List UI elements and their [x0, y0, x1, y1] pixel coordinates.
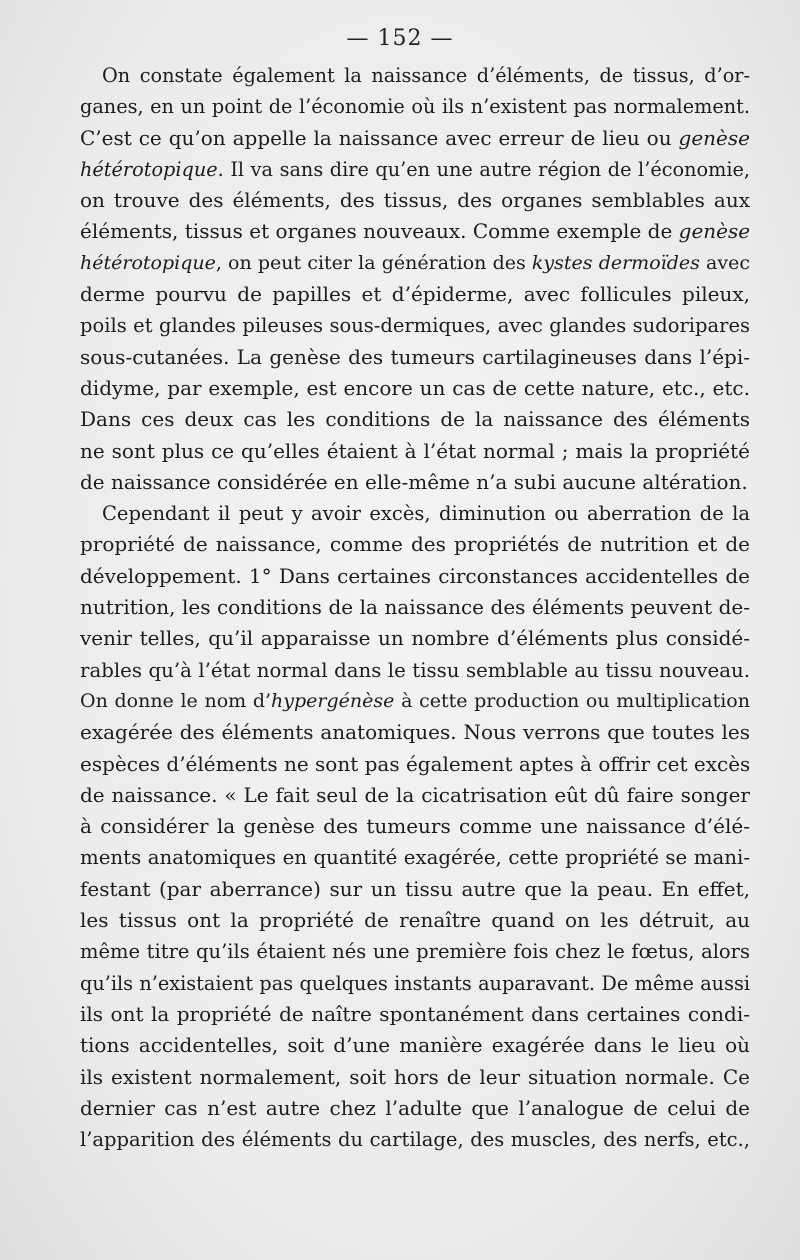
text-line — [80, 811, 750, 842]
text-line — [80, 123, 750, 154]
text-segment: ne sont plus ce qu’elles étaient à l’état normal ; mais la propriété — [80, 438, 750, 463]
text-segment: tions accidentelles, soit d’une manière exagérée dans le lieu où — [80, 1033, 750, 1058]
text-line — [80, 60, 750, 91]
text-segment: de naissance. « Le fait seul de la cicatrisation eût dû faire songer — [80, 782, 750, 807]
italic-term: hétérotopique — [80, 251, 216, 274]
text-line — [80, 1030, 750, 1061]
text-line — [80, 529, 750, 560]
text-line — [80, 342, 750, 373]
text-line — [80, 623, 750, 654]
text-line — [80, 905, 750, 936]
italic-term: genèse — [678, 219, 751, 244]
text-line — [80, 999, 750, 1030]
text-line — [80, 968, 750, 999]
text-segment: développement. 1° Dans certaines circonstances accidentelles de — [80, 563, 750, 588]
text-segment: de naissance considérée en elle-même n’a subi aucune altération. — [80, 469, 748, 494]
text-segment: On donne le nom d’ — [80, 689, 272, 712]
text-segment: On constate également la naissance d’éléments, de tissus, d’or- — [102, 64, 750, 87]
text-line — [80, 436, 750, 467]
text-segment: venir telles, qu’il apparaisse un nombre d’éléments plus considé- — [80, 626, 750, 651]
text-segment: à cette production ou multiplication — [394, 689, 750, 712]
text-segment: ments anatomiques en quantité exagérée, cette propriété se mani- — [80, 846, 750, 870]
italic-term: kystes dermoïdes — [531, 251, 700, 274]
text-segment: nutrition, les conditions de la naissance des éléments peuvent de- — [80, 595, 750, 620]
text-segment: dernier cas n’est autre chez l’adulte que l’analogue de celui de — [80, 1095, 750, 1120]
text-segment: poils et glandes pileuses sous-dermiques, avec glandes sudoripares — [80, 314, 750, 338]
text-line — [80, 373, 750, 404]
text-segment: exagérée des éléments anatomiques. Nous verrons que toutes les — [80, 720, 750, 745]
text-segment: , on peut citer la génération des — [215, 251, 532, 274]
text-line — [80, 717, 750, 748]
text-line — [80, 842, 750, 873]
text-segment: avec — [699, 251, 750, 274]
text-segment: à considérer la genèse des tumeurs comme une naissance d’élé- — [80, 814, 750, 839]
text-segment: Cependant il peut y avoir excès, diminution ou aberration de la — [102, 502, 750, 526]
text-line — [80, 1062, 750, 1093]
text-segment: éléments, tissus et organes nouveaux. Comme exemple de — [80, 219, 679, 244]
text-line — [80, 592, 750, 623]
text-line — [80, 310, 750, 341]
text-line — [80, 498, 750, 529]
text-segment: sous-cutanées. La genèse des tumeurs cartilagineuses dans l’épi- — [80, 344, 750, 369]
text-segment: ils existent normalement, soit hors de leur situation normale. Ce — [80, 1064, 750, 1089]
italic-term: hypergénèse — [271, 689, 395, 712]
text-line — [80, 936, 750, 967]
italic-term: genèse — [678, 125, 750, 150]
text-line — [80, 216, 750, 247]
text-segment: . Il va sans dire qu’en une autre région de l’économie, — [217, 157, 750, 181]
text-line — [80, 686, 750, 717]
text-line — [80, 467, 750, 498]
text-segment: Dans ces deux cas les conditions de la naissance des éléments — [80, 407, 750, 432]
text-line — [80, 561, 750, 592]
text-line — [80, 655, 750, 686]
text-segment: ils ont la propriété de naître spontanément dans certaines condi- — [80, 1001, 750, 1026]
text-segment: on trouve des éléments, des tissus, des organes semblables aux — [80, 188, 750, 213]
text-line — [80, 248, 750, 279]
text-line — [80, 1093, 750, 1124]
text-segment: C’est ce qu’on appelle la naissance avec erreur de lieu ou — [80, 125, 679, 150]
text-line — [80, 874, 750, 905]
text-line — [80, 91, 750, 122]
text-segment: festant (par aberrance) sur un tissu autre que la peau. En effet, — [80, 876, 750, 901]
text-segment: derme pourvu de papilles et d’épiderme, avec follicules pileux, — [80, 282, 750, 307]
page-number: — 152 — — [346, 26, 454, 51]
text-line — [80, 185, 750, 216]
text-segment: rables qu’à l’état normal dans le tissu semblable au tissu nouveau. — [80, 658, 750, 682]
text-segment: même titre qu’ils étaient nés une première fois chez le fœtus, alors — [80, 940, 750, 964]
text-line — [80, 780, 750, 811]
italic-term: hétérotopique — [80, 157, 218, 181]
text-segment: qu’ils n’existaient pas quelques instants auparavant. De même aussi — [80, 971, 750, 995]
text-line — [80, 749, 750, 780]
text-segment: espèces d’éléments ne sont pas également aptes à offrir cet excès — [80, 751, 751, 776]
text-segment: l’apparition des éléments du cartilage, des muscles, des nerfs, etc., — [80, 1128, 750, 1152]
text-segment: ganes, en un point de l’économie où ils n’existent pas normalement. — [80, 95, 750, 119]
text-segment: les tissus ont la propriété de renaître quand on les détruit, au — [80, 908, 750, 933]
text-line — [80, 279, 750, 310]
text-segment: propriété de naissance, comme des propriétés de nutrition et de — [80, 532, 750, 557]
text-line — [80, 1124, 750, 1155]
body-text — [80, 60, 750, 1155]
text-line — [80, 154, 750, 185]
text-segment: didyme, par exemple, est encore un cas de cette nature, etc., etc. — [80, 375, 750, 400]
text-line — [80, 404, 750, 435]
